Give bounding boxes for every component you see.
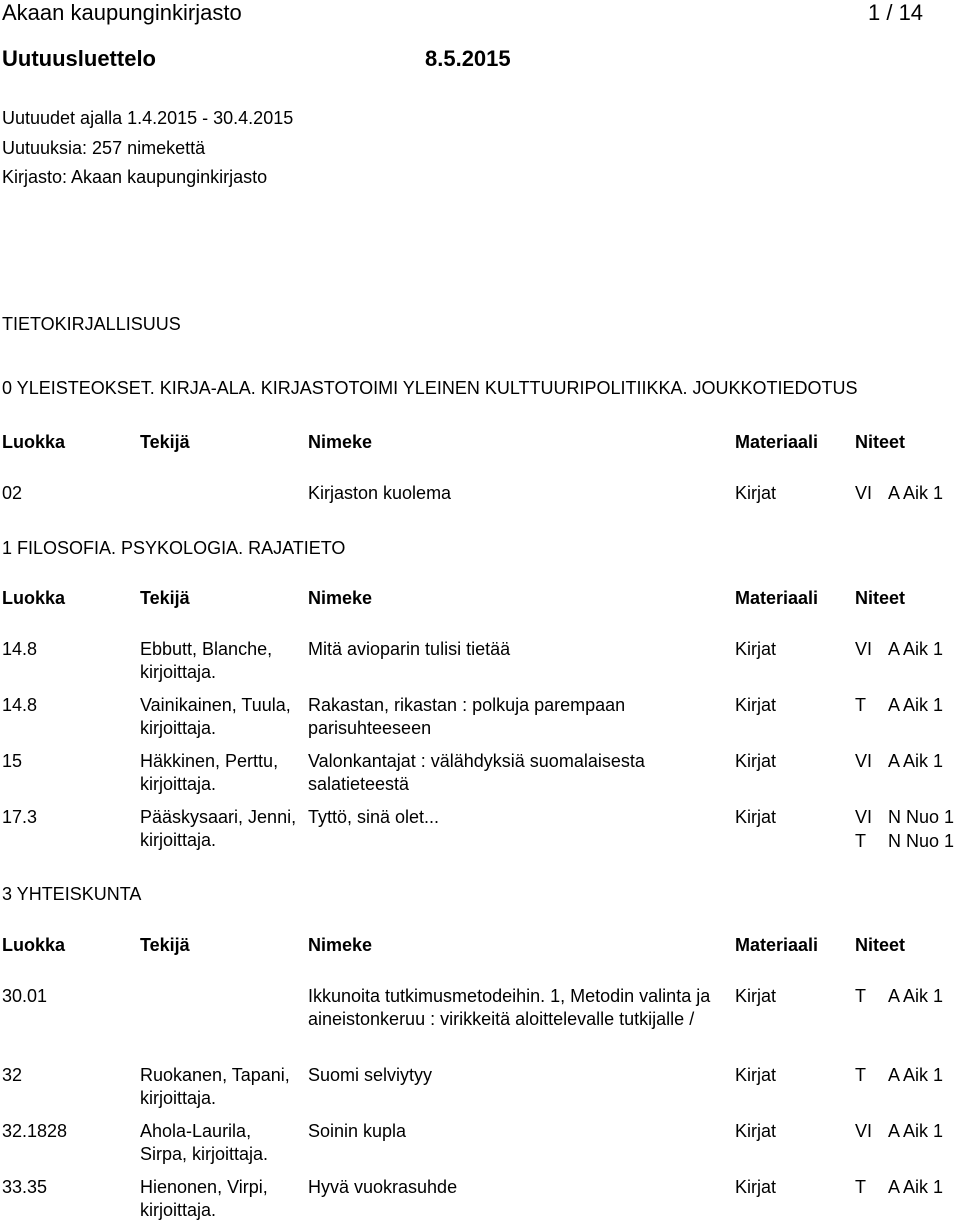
header-tekija: Tekijä xyxy=(140,588,190,608)
cell-luokka: 14.8 xyxy=(2,639,38,659)
header-niteet: Niteet xyxy=(855,432,906,452)
cell-materiaali: Kirjat xyxy=(735,695,777,715)
header-nimeke: Nimeke xyxy=(308,432,373,452)
cell-materiaali: Kirjat xyxy=(735,986,777,1006)
cell-niteet-type: T xyxy=(855,1065,866,1085)
header-niteet: Niteet xyxy=(855,588,906,608)
cell-niteet-type: T xyxy=(855,695,866,715)
cell-materiaali: Kirjat xyxy=(735,807,777,827)
cell-luokka: 15 xyxy=(2,751,23,771)
cell-materiaali: Kirjat xyxy=(735,639,777,659)
header-materiaali: Materiaali xyxy=(735,588,819,608)
header-nimeke: Nimeke xyxy=(308,935,373,955)
header-luokka: Luokka xyxy=(2,935,66,955)
cell-materiaali: Kirjat xyxy=(735,483,777,503)
header-nimeke: Nimeke xyxy=(308,588,373,608)
library-name: Akaan kaupunginkirjasto xyxy=(2,0,242,25)
count-text: Uutuuksia: 257 nimekettä xyxy=(2,138,206,158)
period-text: Uutuudet ajalla 1.4.2015 - 30.4.2015 xyxy=(2,108,294,128)
cell-niteet-location: N Nuo 1 xyxy=(888,807,955,827)
cell-nimeke: Valonkantajat : välähdyksiä suomalaisesta salatieteestä xyxy=(308,751,645,794)
cell-niteet-type: T xyxy=(855,1177,866,1197)
cell-nimeke: Soinin kupla xyxy=(308,1121,407,1141)
list-date: 8.5.2015 xyxy=(425,46,511,71)
cell-tekija: Pääskysaari, Jenni, kirjoittaja. xyxy=(140,807,297,850)
cell-luokka: 17.3 xyxy=(2,807,38,827)
cell-tekija: Vainikainen, Tuula, kirjoittaja. xyxy=(140,695,291,738)
cell-niteet-location: A Aik 1 xyxy=(888,639,944,659)
cell-tekija: Häkkinen, Perttu, kirjoittaja. xyxy=(140,751,279,794)
cell-niteet-location: N Nuo 1 xyxy=(888,831,955,851)
cell-niteet-location: A Aik 1 xyxy=(888,483,944,503)
cell-niteet-location: A Aik 1 xyxy=(888,695,944,715)
cell-tekija: Hienonen, Virpi, kirjoittaja. xyxy=(140,1177,268,1220)
section-title: 1 FILOSOFIA. PSYKOLOGIA. RAJATIETO xyxy=(2,538,346,558)
cell-nimeke: Mitä avioparin tulisi tietää xyxy=(308,639,511,659)
cell-materiaali: Kirjat xyxy=(735,751,777,771)
header-tekija: Tekijä xyxy=(140,432,190,452)
cell-niteet-type: VI xyxy=(855,751,873,771)
cell-materiaali: Kirjat xyxy=(735,1065,777,1085)
cell-luokka: 14.8 xyxy=(2,695,38,715)
cell-materiaali: Kirjat xyxy=(735,1177,777,1197)
header-luokka: Luokka xyxy=(2,588,66,608)
cell-luokka: 02 xyxy=(2,483,23,503)
section-title: TIETOKIRJALLISUUS xyxy=(2,314,181,334)
cell-luokka: 32 xyxy=(2,1065,23,1085)
library-text: Kirjasto: Akaan kaupunginkirjasto xyxy=(2,167,268,187)
cell-nimeke: Hyvä vuokrasuhde xyxy=(308,1177,458,1197)
cell-niteet-type: VI xyxy=(855,807,873,827)
cell-materiaali: Kirjat xyxy=(735,1121,777,1141)
cell-nimeke: Rakastan, rikastan : polkuja parempaan parisuhteeseen xyxy=(308,695,626,738)
cell-niteet-location: A Aik 1 xyxy=(888,986,944,1006)
header-luokka: Luokka xyxy=(2,432,66,452)
cell-nimeke: Tyttö, sinä olet... xyxy=(308,807,440,827)
cell-luokka: 30.01 xyxy=(2,986,48,1006)
cell-tekija: Ebbutt, Blanche, kirjoittaja. xyxy=(140,639,273,682)
cell-tekija: Ruokanen, Tapani, kirjoittaja. xyxy=(140,1065,290,1108)
cell-niteet-location: A Aik 1 xyxy=(888,1065,944,1085)
cell-nimeke: Ikkunoita tutkimusmetodeihin. 1, Metodin valinta ja aineistonkeruu : virikkeitä aloittelevalle tutkijalle / xyxy=(308,986,711,1029)
cell-tekija: Ahola-Laurila, Sirpa, kirjoittaja. xyxy=(140,1121,269,1164)
cell-luokka: 33.35 xyxy=(2,1177,48,1197)
header-materiaali: Materiaali xyxy=(735,935,819,955)
header-niteet: Niteet xyxy=(855,935,906,955)
cell-niteet-type: VI xyxy=(855,483,873,503)
header-materiaali: Materiaali xyxy=(735,432,819,452)
cell-niteet-location: A Aik 1 xyxy=(888,1121,944,1141)
cell-niteet-type: T xyxy=(855,986,866,1006)
cell-niteet-location: A Aik 1 xyxy=(888,751,944,771)
cell-nimeke: Suomi selviytyy xyxy=(308,1065,433,1085)
cell-niteet-location: A Aik 1 xyxy=(888,1177,944,1197)
page-number: 1 / 14 xyxy=(868,0,924,25)
header-tekija: Tekijä xyxy=(140,935,190,955)
section-subtitle: 0 YLEISTEOKSET. KIRJA-ALA. KIRJASTOTOIMI YLEINEN KULTTUURIPOLITIIKKA. JOUKKOTIEDOTUS xyxy=(2,378,858,398)
cell-niteet-type: VI xyxy=(855,1121,873,1141)
cell-niteet-type: T xyxy=(855,831,866,851)
list-title: Uutuusluettelo xyxy=(2,46,156,71)
cell-nimeke: Kirjaston kuolema xyxy=(308,483,452,503)
cell-luokka: 32.1828 xyxy=(2,1121,68,1141)
section-title: 3 YHTEISKUNTA xyxy=(2,884,142,904)
cell-niteet-type: VI xyxy=(855,639,873,659)
